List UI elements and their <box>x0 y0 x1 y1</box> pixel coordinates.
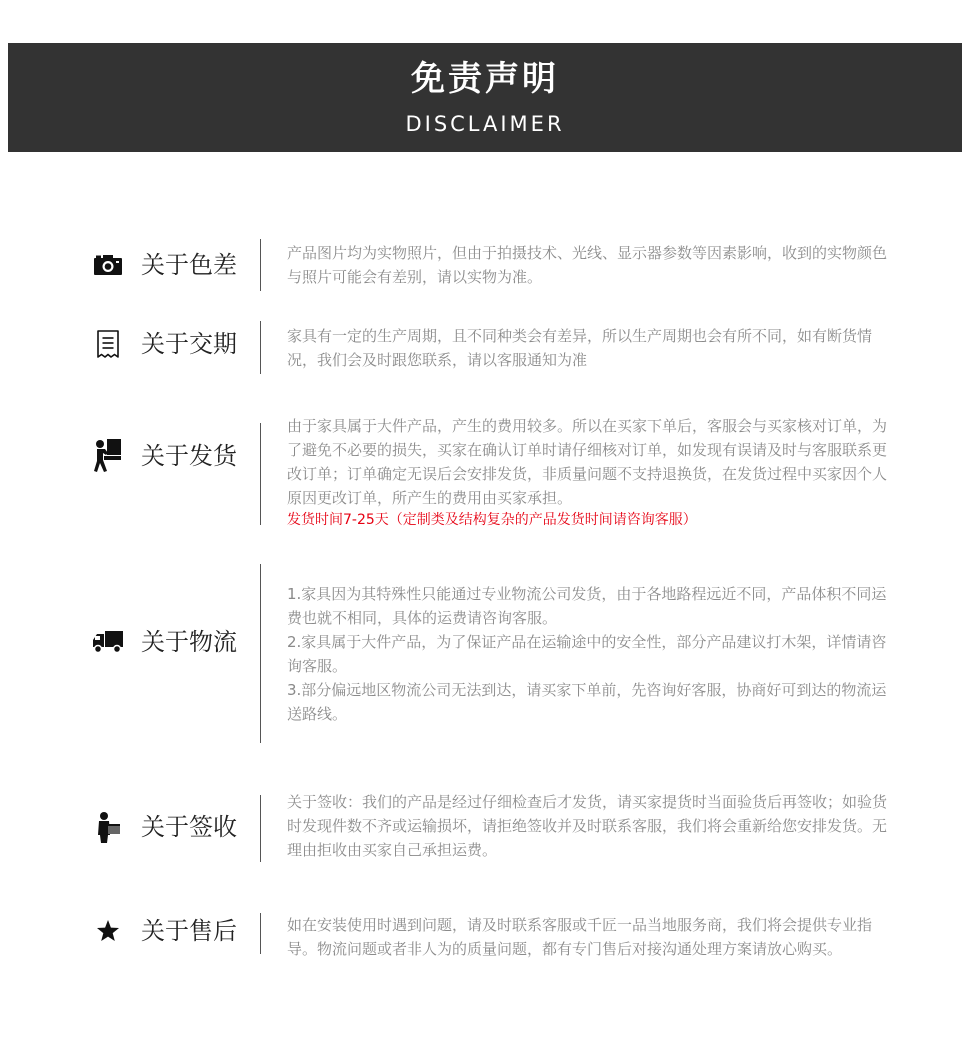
section-heading: 关于签收 <box>141 813 237 841</box>
section-heading: 关于发货 <box>141 442 237 470</box>
paragraph: 1.家具因为其特殊性只能通过专业物流公司发货，由于各地路程远近不同，产品体积不同运费也就不相同，具体的运费请咨询客服。 <box>287 585 887 627</box>
page-subtitle: DISCLAIMER <box>405 112 565 136</box>
section-body <box>287 241 887 289</box>
paragraph: 家具有一定的生产周期，且不同种类会有差异，所以生产周期也会有所不同，如有断货情况，我们会及时跟您联系，请以客服通知为准 <box>287 327 873 369</box>
paragraph: 产品图片均为实物照片，但由于拍摄技术、光线、显示器参数等因素影响，收到的实物颜色与照片可能会有差别，请以实物为准。 <box>287 244 888 286</box>
star-icon <box>92 916 124 946</box>
paragraph: 如在安装使用时遇到问题，请及时联系客服或千匠一品当地服务商，我们将会提供专业指导。物流问题或者非人为的质量问题，都有专门售后对接沟通处理方案请放心购买。 <box>287 916 873 958</box>
section-heading: 关于售后 <box>141 917 237 945</box>
section-heading: 关于物流 <box>141 628 237 656</box>
paragraph: 由于家具属于大件产品，产生的费用较多。所以在买家下单后，客服会与买家核对订单，为了避免不必要的损失，买家在确认订单时请仔细核对订单，如发现有误请及时与客服联系更改订单；订单确定无误后会安排发货，非质量问题不支持退换货，在发货过程中买家因个人原因更改订单，所产生的费用由买家承担。 <box>287 417 888 507</box>
header-banner <box>8 43 962 152</box>
divider <box>260 913 261 954</box>
courier-icon <box>92 812 124 842</box>
page-title: 免责声明 <box>411 59 559 99</box>
delivery-person-icon <box>92 441 124 471</box>
divider <box>260 321 261 374</box>
section-body <box>287 913 887 961</box>
section-body <box>287 324 887 372</box>
camera-icon <box>92 250 124 280</box>
divider <box>260 795 261 862</box>
divider <box>260 239 261 291</box>
section-body <box>287 790 887 862</box>
section-body <box>287 582 887 726</box>
section-heading: 关于色差 <box>141 251 237 279</box>
paragraph: 2.家具属于大件产品，为了保证产品在运输途中的安全性，部分产品建议打木架，详情请咨询客服。 <box>287 633 887 675</box>
divider <box>260 564 261 743</box>
paragraph: 3.部分偏远地区物流公司无法到达，请买家下单前，先咨询好客服，协商好可到达的物流运送路线。 <box>287 681 887 723</box>
section-heading: 关于交期 <box>141 330 237 358</box>
section-body <box>287 414 887 530</box>
paragraph: 关于签收：我们的产品是经过仔细检查后才发货，请买家提货时当面验货后再签收；如验货时发现件数不齐或运输损坏，请拒绝签收并及时联系客服，我们将会重新给您安排发货。无理由拒收由买家自己承担运费。 <box>287 793 888 859</box>
shipping-time-note: 发货时间7-25天（定制类及结构复杂的产品发货时间请咨询客服） <box>287 512 697 528</box>
truck-icon <box>92 627 124 657</box>
receipt-icon <box>92 329 124 359</box>
divider <box>260 423 261 525</box>
